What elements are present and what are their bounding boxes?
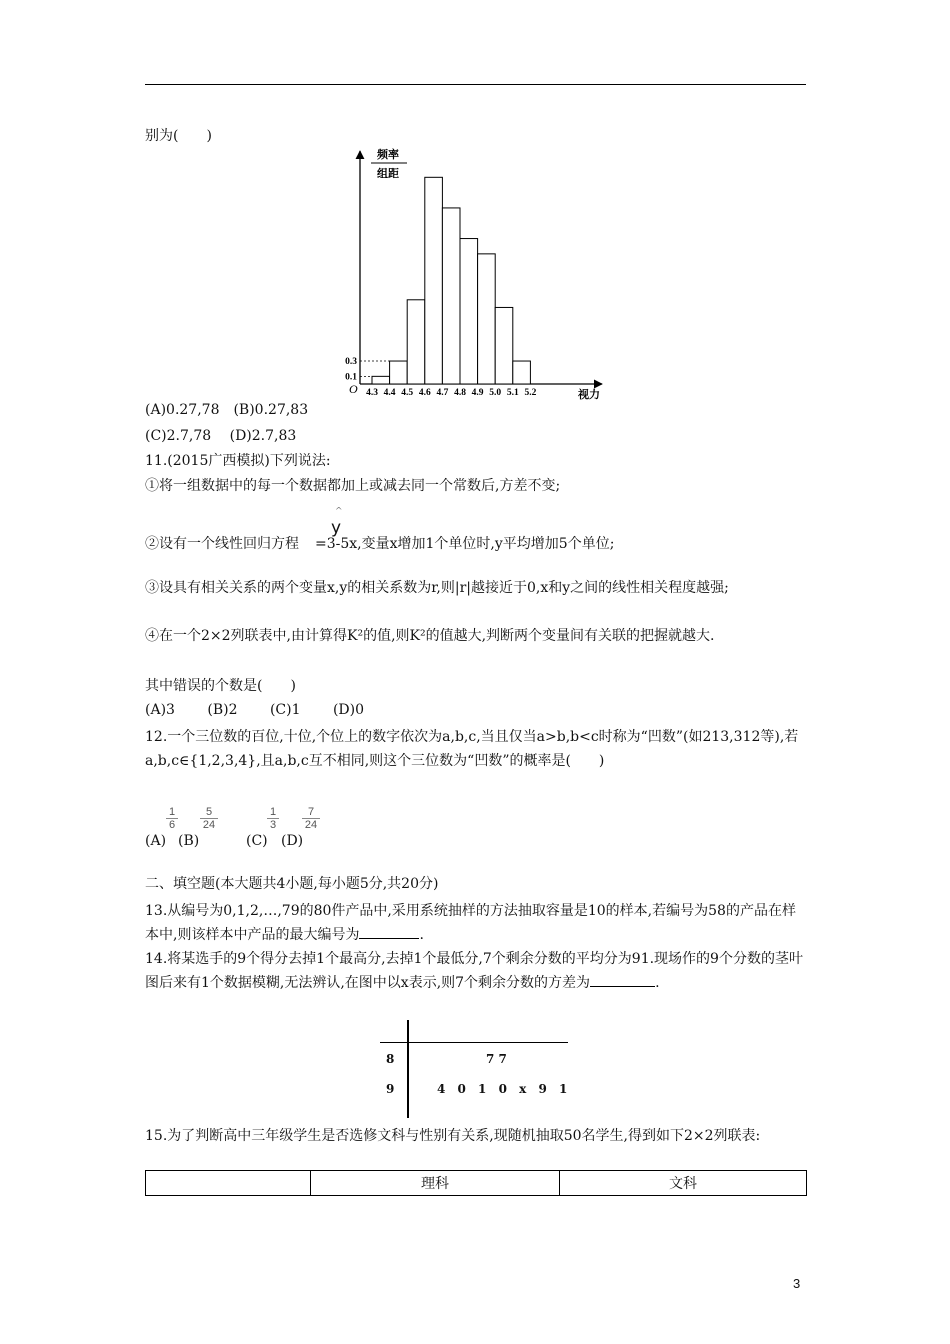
stem-row-1: 8 (386, 1052, 395, 1066)
stem-leaf-vertical-rule (407, 1020, 409, 1118)
q11-s2-post: =3-5x,变量x增加1个单位时,y平均增加5个单位; (315, 536, 615, 552)
histogram-bar-4.6-4.7 (425, 177, 443, 384)
histogram-bar-4.8-4.9 (460, 239, 478, 384)
q10-option-line-1: (A)0.27,78 (B)0.27,83 (145, 402, 309, 418)
q14-text: 14.将某选手的9个得分去掉1个最高分,去掉1个最低分,7个剩余分数的平均分为91.现场作的9个分数的茎叶图后来有1个数据模糊,无法辨认,在图中以x表示,则7个剩余分数的方差为 (145, 951, 803, 991)
q14 (145, 947, 807, 995)
q11-options: (A)3 (B)2 (C)1 (D)0 (145, 702, 365, 718)
x-tick-label: 4.7 (436, 388, 449, 398)
x-tick-label: 4.6 (418, 388, 431, 398)
x-tick-label: 4.9 (471, 388, 484, 398)
q12-label-b: (B) (178, 833, 200, 849)
q11-statement-1: ①将一组数据中的每一个数据都加上或减去同一个常数后,方差不变; (145, 478, 561, 494)
table-header-blank (146, 1171, 311, 1196)
histogram-chart (340, 146, 610, 402)
stem-leaf-horizontal-rule (380, 1042, 568, 1043)
q13-end: . (419, 927, 424, 943)
q11-statement-2 (145, 534, 614, 554)
histogram-bar-4.5-4.6 (407, 300, 425, 384)
x-tick-label: 5.0 (489, 388, 502, 398)
x-tick-label: 4.5 (401, 388, 414, 398)
x-tick-label: 5.2 (524, 388, 537, 398)
stem-row-2: 9 (386, 1082, 395, 1096)
q14-end: . (655, 975, 660, 991)
y-tick-label: 0.3 (345, 357, 357, 368)
q11-ask: 其中错误的个数是( ) (145, 678, 296, 694)
header-rule (145, 84, 806, 85)
histogram-bar-5.0-5.1 (495, 307, 513, 384)
histogram-bar-4.3-4.4 (372, 376, 390, 384)
q12-frac-d: $\frac{7}{24}$ (302, 806, 320, 831)
stem-leaf-plot (380, 1020, 570, 1118)
leaves-row-2: 4 0 1 0 x 9 1 (437, 1082, 572, 1096)
q11-statement-3: ③设具有相关关系的两个变量x,y的相关系数为r,则|r|越接近于0,x和y之间的线性相关程度越强; (145, 580, 729, 596)
q12-frac-a: $\frac{1}{6}$ (166, 806, 178, 831)
x-tick-label: 4.8 (454, 388, 466, 398)
contingency-table (145, 1170, 807, 1196)
q12-frac-c: $\frac{1}{3}$ (267, 806, 279, 831)
y-label-top: 频率 (377, 149, 399, 161)
regression-hat: ^ (335, 507, 343, 517)
q11-stem: 11.(2015广西模拟)下列说法: (145, 453, 331, 469)
q14-answer-blank[interactable] (590, 972, 655, 987)
histogram-bar-5.1-5.2 (513, 361, 531, 384)
q15-text: 15.为了判断高中三年级学生是否选修文科与性别有关系,现随机抽取50名学生,得到如下2×2列联表: (145, 1128, 761, 1144)
table-header-science: 理科 (311, 1171, 560, 1196)
table-header-arts: 文科 (560, 1171, 807, 1196)
q13-text: 13.从编号为0,1,2,…,79的80件产品中,采用系统抽样的方法抽取容量是10的样本,若编号为58的产品在样本中,则该样本中产品的最大编号为 (145, 903, 796, 943)
q13 (145, 899, 807, 947)
table-row (146, 1171, 807, 1196)
x-tick-label: 5.1 (506, 388, 519, 398)
q10-tail: 别为( ) (145, 128, 212, 144)
q12-label-a: (A) (145, 833, 167, 849)
histogram-bar-4.9-5.0 (478, 254, 496, 384)
q10-option-line-2: (C)2.7,78 (D)2.7,83 (145, 428, 297, 444)
q12-label-d: (D) (281, 833, 304, 849)
page-number: 3 (793, 1276, 801, 1291)
leaves-row-1: 7 7 (486, 1052, 507, 1066)
y-label-bottom: 组距 (377, 168, 399, 180)
y-tick-label: 0.1 (345, 372, 357, 383)
section-2-heading: 二、填空题(本大题共4小题,每小题5分,共20分) (145, 876, 439, 892)
x-tick-label: 4.3 (366, 388, 378, 398)
x-tick-label: 4.4 (383, 388, 396, 398)
origin-label: O (349, 382, 358, 396)
q12-text: 12.一个三位数的百位,十位,个位上的数字依次为a,b,c,当且仅当a>b,b<c时称为“凹数”(如213,312等),若a,b,c∈{1,2,3,4},且a,b,c互不相同,则这个三位数为“凹数”的概率是( ) (145, 729, 799, 769)
q11-s2-pre: ②设有一个线性回归方程 (145, 536, 299, 552)
histogram-bar-4.7-4.8 (442, 208, 460, 384)
regression-y: y (331, 518, 342, 538)
histogram-bar-4.4-4.5 (390, 361, 408, 384)
q11-statement-4: ④在一个2×2列联表中,由计算得K²的值,则K²的值越大,判断两个变量间有关联的把握就越大. (145, 628, 715, 644)
q12-label-c: (C) (246, 833, 268, 849)
x-label: 视力 (578, 389, 600, 401)
q13-answer-blank[interactable] (359, 924, 419, 939)
q12-frac-b: $\frac{5}{24}$ (200, 806, 218, 831)
